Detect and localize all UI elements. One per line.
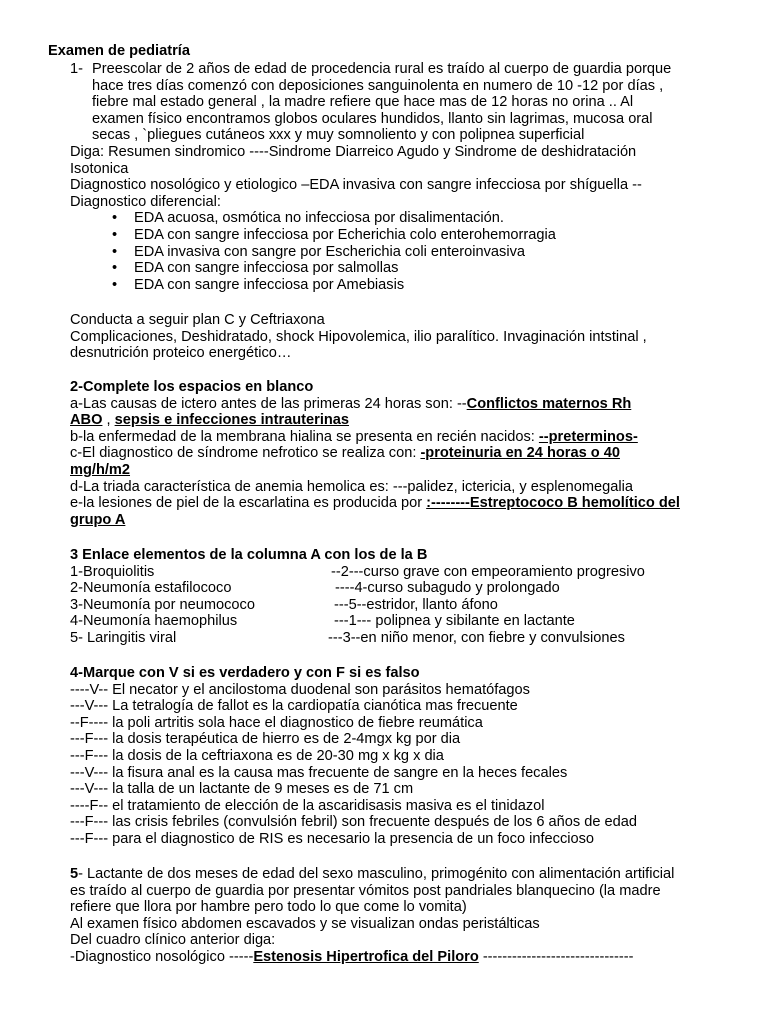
true-false-item: ----V-- El necator y el ancilostoma duodenal son parásitos hematófagos: [70, 681, 530, 698]
question-2-heading: 2-Complete los espacios en blanco: [70, 379, 314, 395]
question-1-line: hace tres días comenzó con deposiciones sanguinolenta en numero de 10 -12 por días ,: [92, 77, 664, 94]
diferencial-list: [0, 210, 768, 294]
true-false-item: ---V--- la talla de un lactante de 9 meses es de 71 cm: [70, 781, 414, 798]
list-item: • EDA invasiva con sangre por Escherichia coli enteroinvasiva: [112, 243, 525, 260]
question-5-line: Al examen físico abdomen escavados y se visualizan ondas peristálticas: [70, 915, 540, 932]
bullet-icon: •: [112, 227, 118, 244]
exam-title-text: Examen de pediatría: [48, 43, 190, 59]
column-a-cell: 1-Broquiolitis: [70, 563, 155, 580]
question-1-line: examen físico encontramos globos oculares hundidos, llanto sin lagrimas, mucosa oral: [92, 110, 653, 127]
question-5-line: es traído al cuerpo de guardia por presentar vómitos post pandriales blanquecino (la madre: [70, 882, 661, 899]
diagnostico-nosologico: Diagnostico nosológico y etiologico –EDA invasiva con sangre infecciosa por shíguella --: [70, 177, 642, 194]
column-a-cell: 2-Neumonía estafilococo: [70, 580, 232, 597]
bullet-icon: •: [112, 210, 118, 227]
complicaciones-cont: desnutrición proteico energético…: [70, 345, 292, 362]
question-5-line: Del cuadro clínico anterior diga:: [70, 932, 276, 949]
question-3: [70, 547, 768, 647]
answer-a-cont: sepsis e infecciones intrauterinas: [114, 412, 350, 429]
answer-b: --preterminos-: [538, 428, 638, 445]
item-e: e-la lesiones de piel de la escarlatina es producida por :--------Estreptococo B hemolítico del: [70, 495, 680, 512]
question-2: [70, 379, 768, 528]
diga-resumen: Diga: Resumen sindromico ----Sindrome Diarreico Agudo y Sindrome de deshidratación: [70, 143, 637, 160]
question-5-line: refiere que llora por hambre pero todo lo que come lo vomita): [70, 899, 467, 916]
conducta: Conducta a seguir plan C y Ceftriaxona: [70, 312, 325, 328]
answer-5: Estenosis Hipertrofica del Piloro: [253, 948, 479, 965]
item-b: b-la enfermedad de la membrana hialina se presenta en recién nacidos: --preterminos-: [70, 428, 638, 445]
list-item: • EDA acuosa, osmótica no infecciosa por disalimentación.: [112, 210, 504, 227]
question-1-number: 1-: [70, 61, 83, 77]
column-b-cell: ----4-curso subagudo y prolongado: [335, 580, 560, 597]
list-item: • EDA con sangre infecciosa por salmollas: [112, 260, 399, 277]
match-row: [70, 597, 768, 614]
diagnostico-diferencial: Diagnostico diferencial:: [70, 193, 221, 210]
answer-a: Conflictos maternos Rh: [466, 395, 632, 412]
true-false-item: ---V--- La tetralogía de fallot es la cardiopatía cianótica mas frecuente: [70, 698, 518, 715]
answer-e: :--------Estreptococo B hemolítico del: [426, 495, 680, 512]
question-4: [70, 665, 768, 848]
question-1-line: Preescolar de 2 años de edad de procedencia rural es traído al cuerpo de guardia porque: [92, 61, 672, 77]
column-b-cell: ---3--en niño menor, con fiebre y convulsiones: [328, 629, 625, 646]
column-a-cell: 3-Neumonía por neumococo: [70, 596, 255, 613]
question-3-heading: 3 Enlace elementos de la columna A con los de la B: [70, 547, 428, 563]
question-5-line: 5- Lactante de dos meses de edad del sexo masculino, primogénito con alimentación artificial: [70, 866, 675, 882]
diagnostico-nosologico-5: -Diagnostico nosológico -----Estenosis Hipertrofica del Piloro -------------------------------: [70, 948, 634, 965]
complicaciones: Complicaciones, Deshidratado, shock Hipovolemica, ilio paralítico. Invaginación intstinal ,: [70, 328, 647, 345]
match-row: [70, 613, 768, 630]
true-false-item: ---V--- la fisura anal es la causa mas frecuente de sangre en la heces fecales: [70, 764, 568, 781]
true-false-item: ---F--- la dosis terapéutica de hierro es de 2-4mgx kg por dia: [70, 731, 461, 748]
true-false-item: ---F--- para el diagnostico de RIS es necesario la presencia de un foco infeccioso: [70, 830, 595, 847]
question-4-heading: 4-Marque con V si es verdadero y con F si es falso: [70, 665, 420, 681]
column-a-cell: 4-Neumonía haemophilus: [70, 613, 238, 630]
list-item: • EDA con sangre infecciosa por Echerichia colo enterohemorragia: [112, 227, 556, 244]
question-1-line: fiebre mal estado general , la madre refiere que hace mas de 12 horas no orina .. Al: [92, 94, 634, 111]
bullet-icon: •: [112, 243, 118, 260]
conducta-block: [70, 312, 768, 362]
column-b-cell: ---5--estridor, llanto áfono: [334, 596, 498, 613]
bullet-icon: •: [112, 260, 118, 277]
question-5-number: 5: [70, 866, 79, 882]
true-false-item: ----F-- el tratamiento de elección de la ascaridisasis masiva es el tinidazol: [70, 797, 545, 814]
column-a-cell: 5- Laringitis viral: [70, 629, 177, 646]
answer-c: -proteinuria en 24 horas o 40: [420, 445, 620, 462]
exam-title: [48, 43, 768, 60]
answer-c-cont: mg/h/m2: [70, 461, 131, 478]
item-c: c-El diagnostico de síndrome nefrotico se realiza con: -proteinuria en 24 horas o 40: [70, 445, 620, 462]
true-false-item: ---F--- la dosis de la ceftriaxona es de 20-30 mg x kg x dia: [70, 747, 444, 764]
match-row: [70, 564, 768, 581]
answer-e-cont: grupo A: [70, 511, 126, 528]
true-false-item: ---F--- las crisis febriles (convulsión febril) son frecuente después de los 6 años de edad: [70, 814, 637, 831]
column-b-cell: --2---curso grave con empeoramiento progresivo: [331, 563, 645, 580]
diga-resumen-cont: Isotonica: [70, 160, 129, 177]
item-d: d-La triada característica de anemia hemolica es: ---palidez, ictericia, y esplenomegalia: [70, 478, 633, 495]
list-item: • EDA con sangre infecciosa por Amebiasis: [112, 277, 405, 294]
item-a: a-Las causas de ictero antes de las primeras 24 horas son: --Conflictos maternos Rh: [70, 395, 632, 412]
question-5: [70, 866, 768, 966]
bullet-icon: •: [112, 277, 118, 294]
match-row: [70, 630, 768, 647]
true-false-item: --F---- la poli artritis sola hace el diagnostico de fiebre reumática: [70, 714, 483, 731]
match-row: [70, 580, 768, 597]
item-a-cont: ABO , sepsis e infecciones intrauterinas: [70, 412, 350, 429]
column-b-cell: ---1--- polipnea y sibilante en lactante: [334, 613, 575, 630]
question-1: [0, 61, 768, 294]
question-1-line: secas , `pliegues cutáneos xxx y muy somnoliento y con polipnea superficial: [92, 127, 585, 144]
